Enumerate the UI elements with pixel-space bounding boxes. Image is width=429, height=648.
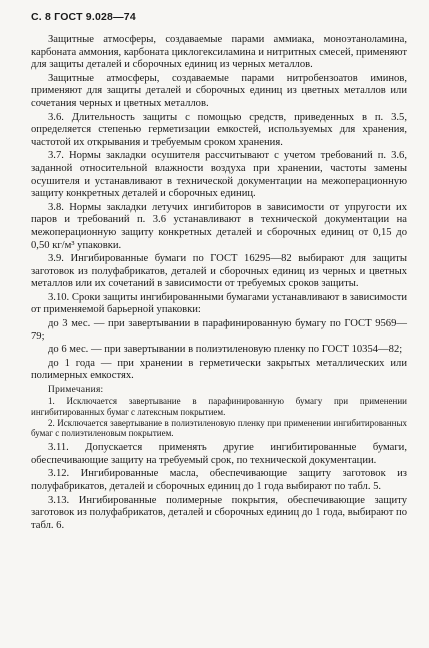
paragraph-3-10: 3.10. Сроки защиты ингибированными бумагами устанавливают в зависимости от применяемой барьерной упаковки: [31,291,407,316]
paragraph-3-9: 3.9. Ингибированные бумаги по ГОСТ 16295—82 выбирают для защиты заготовок из полуфабрикатов, деталей и сборочных единиц из черных и цветных металлов или их сочетаний в зависимости от требуемых сроков защиты. [31,253,407,290]
document-body [31,34,407,533]
paragraph-3-11: 3.11. Допускается применять другие ингибитированные бумаги, обеспечивающие защиту на требуемый срок, по технической документации. [31,442,407,466]
note-1: 1. Исключается завертывание в парафинированную бумагу при применении ингибитированных бумаг с латексным покрытием. [31,396,407,417]
paragraph-3-7: 3.7. Нормы закладки осушителя рассчитывают с учетом требований п. 3.6, заданной относительной влажности воздуха при хранении, частоты замены осушителя и устанавливают в технической документации на межоперационную защиту конкретных деталей и сборочных единиц. [31,150,407,200]
paragraph-3-6: 3.6. Длительность защиты с помощью средств, приведенных в п. 3.5, определяется степенью герметизации емкостей, используемых для хранения, частотой их открывания и требуемым сроком хранения. [31,111,407,148]
list-item-6-months: до 6 мес. — при завертывании в полиэтиленовую пленку по ГОСТ 10354—82; [48,344,403,356]
list-item-3-months: до 3 мес. — при завертывании в парафинированную бумагу по ГОСТ 9569—79; [31,318,407,342]
page-header: С. 8 ГОСТ 9.028—74 [31,11,136,23]
paragraph-3-8: 3.8. Нормы закладки летучих ингибиторов в зависимости от упругости их паров и требований п. 3.6 устанавливают в технической документации на межоперационную защиту конкретных деталей и сборочных единиц от 0,15 до 0,50 кг/м³ упаковки. [31,201,407,251]
paragraph-ammonia-atmospheres: Защитные атмосферы, создаваемые парами аммиака, моноэтаноламина, карбоната аммония, карбоната циклогексиламина и нитритных смесей, применяют для защиты деталей и сборочных единиц из черных металлов. [31,34,407,71]
note-2: 2. Исключается завертывание в полиэтиленовую пленку при применении ингибитированных бумаг с полиэтиленовым покрытием. [31,417,407,439]
list-item-1-year: до 1 года — при хранении в герметически закрытых металлических или полимерных емкостях. [31,357,407,382]
paragraph-nitrobenzoate-atmospheres: Защитные атмосферы, создаваемые парами нитробензоатов иминов, применяют для защиты деталей и сборочных единиц из цветных металлов или сочетания черных и цветных металлов. [31,72,407,109]
paragraph-3-13: 3.13. Ингибированные полимерные покрытия, обеспечивающие защиту заготовок из полуфабрикатов, деталей и сборочных единиц до 1 года, выбирают по табл. 6. [31,494,407,531]
paragraph-3-12: 3.12. Ингибированные масла, обеспечивающие защиту заготовок из полуфабрикатов, деталей и сборочных единиц до 1 года выбирают по табл. 5. [31,468,407,492]
notes-title: Примечания: [48,385,104,396]
